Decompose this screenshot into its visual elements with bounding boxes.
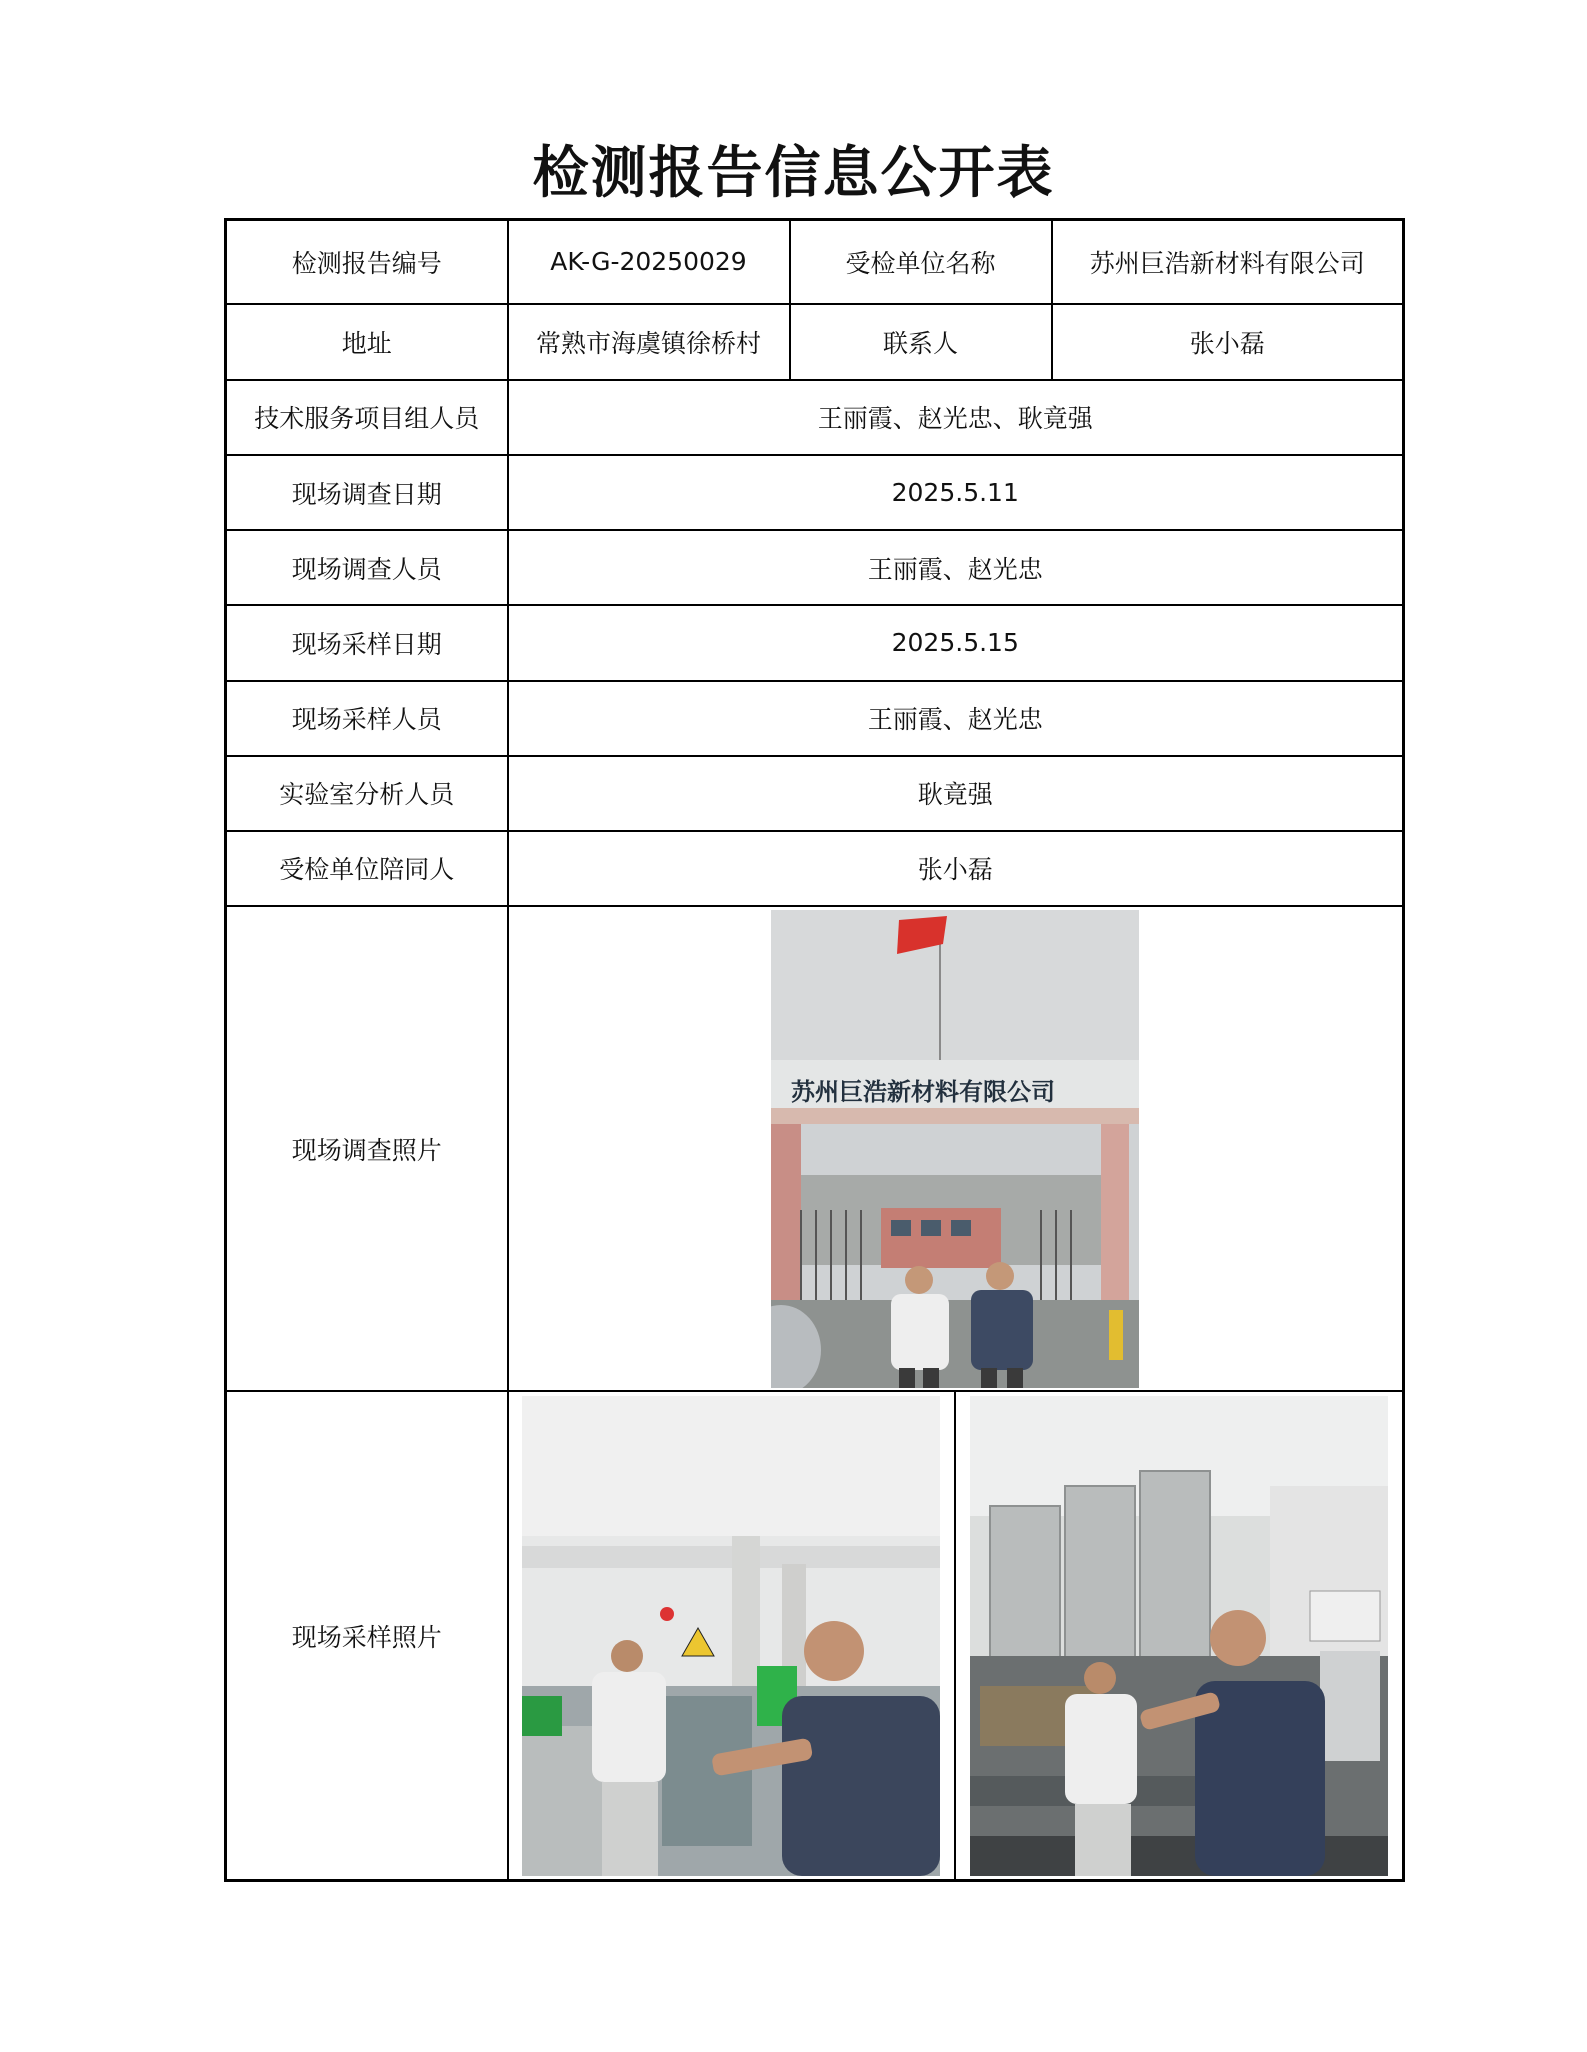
table-row (226, 304, 1404, 380)
table-row (226, 681, 1404, 756)
row-value: 张小磊 (508, 831, 1404, 906)
row-label: 现场采样日期 (226, 605, 508, 680)
table-row (226, 906, 1404, 1391)
sampling-photo-right (970, 1396, 1388, 1876)
sampling-photo-left-container (509, 1392, 955, 1879)
contact-value: 张小磊 (1052, 304, 1404, 380)
unit-name-value: 苏州巨浩新材料有限公司 (1052, 220, 1404, 304)
table-row (226, 530, 1404, 605)
survey-photo (771, 910, 1139, 1388)
row-label: 技术服务项目组人员 (226, 380, 508, 455)
gate-sign-text: 苏州巨浩新材料有限公司 (791, 1077, 1056, 1106)
row-label: 现场采样人员 (226, 681, 508, 756)
row-label: 实验室分析人员 (226, 756, 508, 831)
row-value: 王丽霞、赵光忠 (508, 681, 1404, 756)
row-value: 耿竟强 (508, 756, 1404, 831)
row-label: 受检单位陪同人 (226, 831, 508, 906)
report-no-label: 检测报告编号 (226, 220, 508, 304)
page-title: 检测报告信息公开表 (532, 141, 1055, 206)
table-row (226, 605, 1404, 680)
report-table (224, 218, 1405, 1882)
gate-photo-image (771, 910, 1139, 1388)
table-row (226, 380, 1404, 455)
sampling-photo-split (509, 1392, 1403, 1879)
contact-label: 联系人 (790, 304, 1052, 380)
row-label: 现场调查人员 (226, 530, 508, 605)
sampling-photo-label: 现场采样照片 (226, 1391, 508, 1880)
row-value: 2025.5.15 (508, 605, 1404, 680)
row-label: 现场调查日期 (226, 455, 508, 530)
sampling-photo-right-container (954, 1392, 1402, 1879)
sampling-photo-left (522, 1396, 940, 1876)
sampling-photo-cell (508, 1391, 1404, 1880)
table-row (226, 756, 1404, 831)
survey-photo-cell (508, 906, 1404, 1391)
table-row (226, 831, 1404, 906)
row-value: 王丽霞、赵光忠、耿竟强 (508, 380, 1404, 455)
row-value: 2025.5.11 (508, 455, 1404, 530)
report-no-value: AK-G-20250029 (508, 220, 790, 304)
table-row (226, 455, 1404, 530)
survey-photo-label: 现场调查照片 (226, 906, 508, 1391)
table-row (226, 1391, 1404, 1880)
table-row (226, 220, 1404, 304)
row-value: 王丽霞、赵光忠 (508, 530, 1404, 605)
unit-name-label: 受检单位名称 (790, 220, 1052, 304)
address-value: 常熟市海虞镇徐桥村 (508, 304, 790, 380)
address-label: 地址 (226, 304, 508, 380)
